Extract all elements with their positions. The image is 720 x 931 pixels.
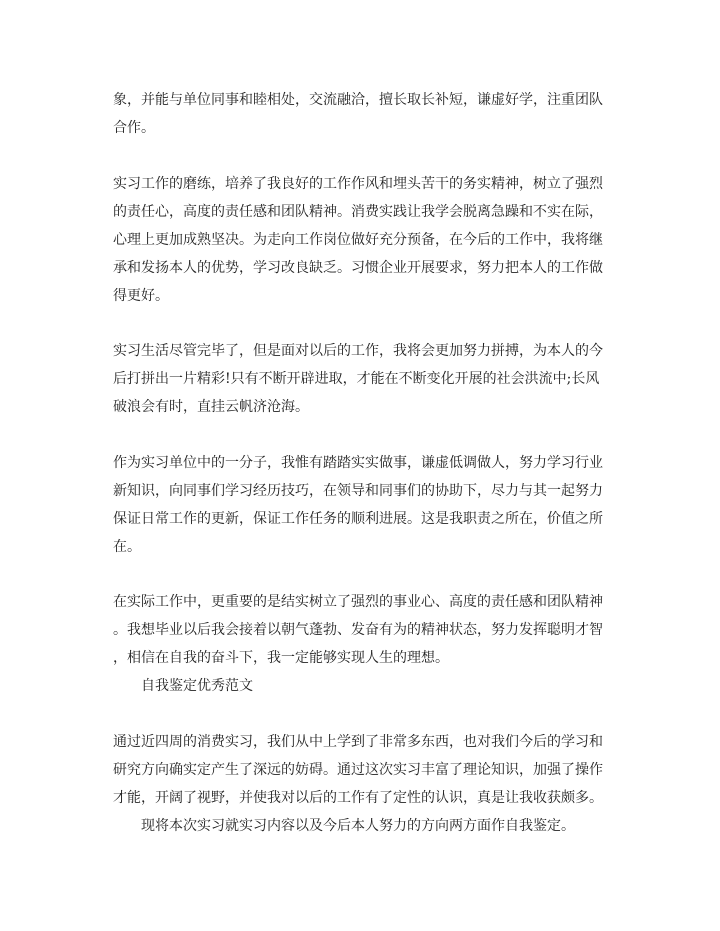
text-line: 象，并能与单位同事和睦相处，交流融洽，擅长取长补短，谦虚好学，注重团队 <box>113 92 603 108</box>
text-line: ，相信在自我的奋斗下，我一定能够实现人生的理想。 <box>113 650 449 666</box>
section-heading: 自我鉴定优秀范文 <box>141 678 253 694</box>
text-line: 新知识，向同事们学习经历技巧，在领导和同事们的协助下，尽力与其一起努力 <box>113 483 603 499</box>
text-line: 后打拼出一片精彩!只有不断开辟进取，才能在不断变化开展的社会洪流中;长风 <box>113 371 600 387</box>
text-line: 承和发扬本人的优势，学习改良缺乏。习惯企业开展要求，努力把本人的工作做 <box>113 260 603 276</box>
text-line: 才能，开阔了视野，并使我对以后的工作有了定性的认识，真是让我收获颇多。 <box>113 790 603 806</box>
text-line: 破浪会有时，直挂云帆济沧海。 <box>113 399 309 415</box>
text-line: 合作。 <box>113 120 155 136</box>
text-line: 研究方向确实定产生了深远的妨碍。通过这次实习丰富了理论知识，加强了操作 <box>113 762 603 778</box>
text-line: 实习生活尽管完毕了，但是面对以后的工作，我将会更加努力拼搏，为本人的今 <box>113 343 603 359</box>
text-line: 的责任心，高度的责任感和团队精神。消费实践让我学会脱离急躁和不实在际， <box>113 204 603 220</box>
text-line: 在实际工作中，更重要的是结实树立了强烈的事业心、高度的责任感和团队精神 <box>113 594 603 610</box>
text-line: 在。 <box>113 539 141 555</box>
text-line: 保证日常工作的更新，保证工作任务的顺利进展。这是我职责之所在，价值之所 <box>113 511 603 527</box>
text-line: 心理上更加成熟坚决。为走向工作岗位做好充分预备，在今后的工作中，我将继 <box>113 232 603 248</box>
text-line: 通过近四周的消费实习，我们从中上学到了非常多东西，也对我们今后的学习和 <box>113 734 603 750</box>
text-line: 实习工作的磨练，培养了我良好的工作作风和埋头苦干的务实精神，树立了强烈 <box>113 176 603 192</box>
text-line: 现将本次实习就实习内容以及今后本人努力的方向两方面作自我鉴定。 <box>141 818 575 834</box>
text-line: 得更好。 <box>113 288 169 304</box>
text-line: 作为实习单位中的一分子，我惟有踏踏实实做事，谦虚低调做人，努力学习行业 <box>113 455 603 471</box>
text-line: 。我想毕业以后我会接着以朝气蓬勃、发奋有为的精神状态，努力发挥聪明才智 <box>113 622 603 638</box>
